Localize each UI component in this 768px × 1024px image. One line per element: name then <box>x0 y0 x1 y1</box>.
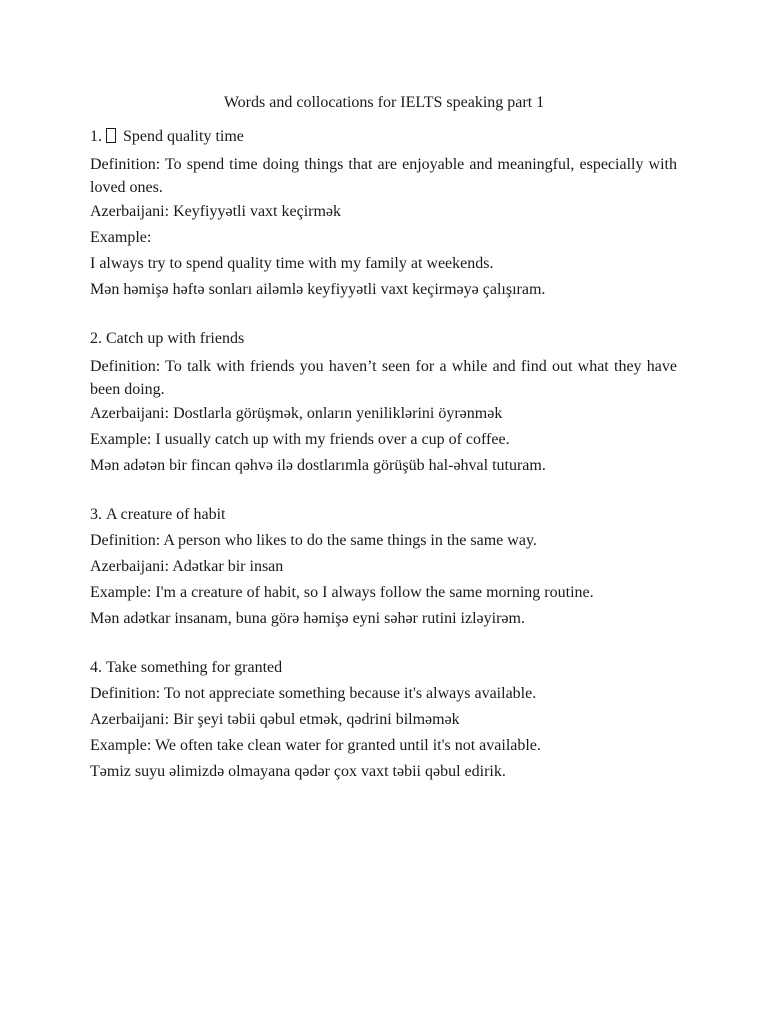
entry-example-azerbaijani: Mən həmişə həftə sonları ailəmlə keyfiyyətli vaxt keçirməyə çalışıram. <box>90 281 546 298</box>
entry-definition: Definition: A person who likes to do the same things in the same way. <box>90 532 537 549</box>
entry-example-azerbaijani: Mən adətkar insanam, buna görə həmişə eyni səhər rutini izləyirəm. <box>90 610 525 627</box>
document-body <box>90 127 677 788</box>
entry-heading <box>90 658 677 678</box>
entry-2 <box>90 329 677 476</box>
entry-example-english: I always try to spend quality time with my family at weekends. <box>90 255 494 272</box>
entry-number: 2. <box>90 330 102 347</box>
entry-azerbaijani: Azerbaijani: Bir şeyi təbii qəbul etmək, qədrini bilməmək <box>90 711 460 728</box>
entry-example-azerbaijani: Mən adətən bir fincan qəhvə ilə dostlarımla görüşüb hal-əhval tuturam. <box>90 457 546 474</box>
entry-number: 4. <box>90 659 102 676</box>
entry-spacer <box>90 482 677 505</box>
document-title: Words and collocations for IELTS speaking part 1 <box>223 94 545 111</box>
missing-glyph-box-icon <box>106 128 116 143</box>
entry-heading <box>90 505 677 525</box>
entry-heading-text: Take something for granted <box>106 659 283 676</box>
entry-heading-text: A creature of habit <box>106 506 226 523</box>
entry-number: 3. <box>90 506 102 523</box>
entry-4 <box>90 658 677 782</box>
entry-definition: Definition: To not appreciate something because it's always available. <box>90 685 537 702</box>
entry-example-english: Example: I usually catch up with my friends over a cup of coffee. <box>90 431 510 448</box>
entry-definition: Definition: To talk with friends you haven’t seen for a while and find out what they have been doing. <box>90 358 677 398</box>
entry-number: 1. <box>90 128 102 145</box>
entry-heading <box>90 127 677 147</box>
entry-example-english: Example: I'm a creature of habit, so I always follow the same morning routine. <box>90 584 594 601</box>
entry-spacer <box>90 635 677 658</box>
entry-heading-text: Spend quality time <box>123 128 244 145</box>
entry-heading <box>90 329 677 349</box>
entry-heading-text: Catch up with friends <box>106 330 245 347</box>
entry-example-english: Example: We often take clean water for granted until it's not available. <box>90 737 541 754</box>
entry-azerbaijani: Azerbaijani: Keyfiyyətli vaxt keçirmək <box>90 203 342 220</box>
entry-definition: Definition: To spend time doing things that are enjoyable and meaningful, especially with loved ones. <box>90 156 677 196</box>
entry-azerbaijani: Azerbaijani: Dostlarla görüşmək, onların yeniliklərini öyrənmək <box>90 405 503 422</box>
entry-1 <box>90 127 677 300</box>
entry-example-azerbaijani: Təmiz suyu əlimizdə olmayana qədər çox vaxt təbii qəbul edirik. <box>90 763 506 780</box>
entry-spacer <box>90 306 677 329</box>
entry-azerbaijani: Azerbaijani: Adətkar bir insan <box>90 558 284 575</box>
entry-example-label: Example: <box>90 229 152 246</box>
entry-3 <box>90 505 677 629</box>
